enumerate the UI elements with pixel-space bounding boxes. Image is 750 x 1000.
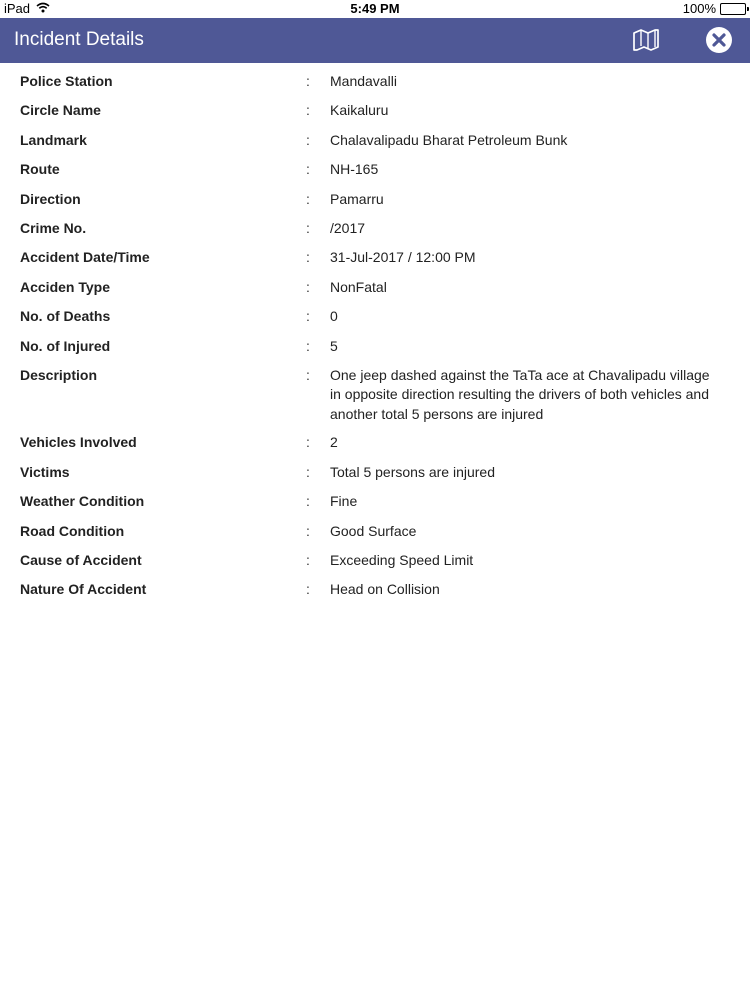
detail-row xyxy=(0,424,750,453)
detail-value: 0 xyxy=(330,308,338,325)
detail-row xyxy=(0,269,750,298)
detail-row xyxy=(0,328,750,357)
status-right xyxy=(683,1,746,16)
detail-row xyxy=(0,92,750,121)
detail-separator: : xyxy=(306,337,310,354)
detail-row xyxy=(0,122,750,151)
detail-separator: : xyxy=(306,522,310,539)
detail-separator: : xyxy=(306,493,310,510)
detail-row xyxy=(0,210,750,239)
detail-value: Fine xyxy=(330,493,358,510)
detail-value: 31-Jul-2017 / 12:00 PM xyxy=(330,249,476,266)
detail-separator: : xyxy=(306,73,310,89)
detail-row xyxy=(0,542,750,571)
detail-value: Head on Collision xyxy=(330,581,440,598)
page-title: Incident Details xyxy=(14,29,144,50)
detail-separator: : xyxy=(306,249,310,266)
status-time: 5:49 PM xyxy=(350,1,400,16)
detail-value: Pamarru xyxy=(330,190,384,207)
detail-value: One jeep dashed against the TaTa ace at Chavalipadu village in opposite direction resulting the drivers of both vehicles and another total 5 persons are injured xyxy=(330,366,710,422)
detail-value: 2 xyxy=(330,434,338,451)
detail-separator: : xyxy=(306,219,310,236)
detail-row xyxy=(0,151,750,180)
detail-row xyxy=(0,513,750,542)
detail-label: Circle Name xyxy=(20,102,101,119)
detail-row xyxy=(0,454,750,483)
battery-icon xyxy=(720,3,746,15)
detail-label: Police Station xyxy=(20,73,113,89)
detail-value: Chalavalipadu Bharat Petroleum Bunk xyxy=(330,131,568,148)
close-button[interactable] xyxy=(706,27,732,53)
close-icon xyxy=(706,27,732,53)
detail-label: Nature Of Accident xyxy=(20,581,147,598)
detail-value: Mandavalli xyxy=(330,73,397,89)
status-bar xyxy=(0,0,750,18)
detail-value: 5 xyxy=(330,337,338,354)
detail-separator: : xyxy=(306,434,310,451)
detail-row xyxy=(0,181,750,210)
detail-label: Crime No. xyxy=(20,219,87,236)
detail-row xyxy=(0,483,750,512)
detail-value: Total 5 persons are injured xyxy=(330,463,495,480)
header-bar xyxy=(0,18,750,63)
detail-separator: : xyxy=(306,131,310,148)
map-icon xyxy=(632,28,660,52)
detail-separator: : xyxy=(306,278,310,295)
detail-label: Cause of Accident xyxy=(20,551,142,568)
detail-label: Landmark xyxy=(20,131,87,148)
detail-value: /2017 xyxy=(330,219,366,236)
detail-separator: : xyxy=(306,551,310,568)
detail-separator: : xyxy=(306,308,310,325)
detail-separator: : xyxy=(306,102,310,119)
detail-separator: : xyxy=(306,463,310,480)
detail-label: No. of Deaths xyxy=(20,308,111,325)
detail-label: Description xyxy=(20,366,98,383)
battery-percentage: 100% xyxy=(682,1,716,16)
incident-details-list xyxy=(0,63,750,601)
detail-value: Exceeding Speed Limit xyxy=(330,551,474,568)
map-button[interactable] xyxy=(632,28,660,52)
detail-label: Victims xyxy=(20,463,70,480)
detail-label: Weather Condition xyxy=(20,493,145,510)
detail-value: NonFatal xyxy=(330,278,387,295)
detail-label: Direction xyxy=(20,190,81,207)
detail-label: Route xyxy=(20,161,60,178)
detail-row xyxy=(0,571,750,600)
detail-label: Vehicles Involved xyxy=(20,434,137,451)
detail-row xyxy=(0,298,750,327)
detail-separator: : xyxy=(306,190,310,207)
detail-separator: : xyxy=(306,366,310,383)
detail-row xyxy=(0,239,750,268)
detail-row xyxy=(0,63,750,92)
detail-value: NH-165 xyxy=(330,161,379,178)
detail-label: No. of Injured xyxy=(20,337,111,354)
detail-value: Kaikaluru xyxy=(330,102,389,119)
detail-separator: : xyxy=(306,161,310,178)
detail-label: Accident Date/Time xyxy=(20,249,150,266)
detail-label: Road Condition xyxy=(20,522,125,539)
device-name: iPad xyxy=(4,1,31,16)
detail-row xyxy=(0,357,750,425)
detail-value: Good Surface xyxy=(330,522,417,539)
detail-label: Acciden Type xyxy=(20,278,110,295)
detail-separator: : xyxy=(306,581,310,598)
